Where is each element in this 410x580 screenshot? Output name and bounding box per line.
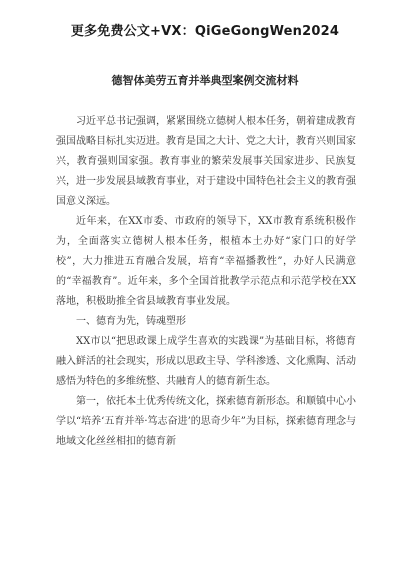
paragraph-section-intro: XX市以“把思政课上成学生喜欢的实践课”为基础目标，将德育融入鲜活的社会现实，形成以思政主导、学科渗透、文化熏陶、活动感悟为特色的多维统整、共融育人的德育新生态。: [56, 336, 356, 387]
paragraph-first-point: 第一，依托本土优秀传统文化，探索德育新形态。和顺镇中心小学以“培养‘五育并举·笃志奋进’的思奇少年”为目标，探索德育理念与地域文化丝丝相扣的德育新: [56, 396, 356, 447]
paragraph-background: 近年来，在XX市委、市政府的领导下，XX市教育系统积极作为，全面落实立德树人根本任务，根植本土办好“家门口的好学校”，大力推进五育融合发展，培育“幸福播教性”，办好人民满意的“幸福教育”。近年来，多个全国首批教学示范点和示范学校在XX落地，积极助推全省县域教育事业发展。: [56, 216, 356, 307]
document-body: [56, 112, 356, 452]
document-title: 德智体美劳五育并举典型案例交流材料: [111, 74, 299, 87]
section-heading: 一、德育为先，铸魂塑形: [76, 316, 186, 327]
header-banner: 更多免费公文+VX：QiGeGongWen2024: [70, 24, 340, 39]
paragraph-intro: 习近平总书记强调，紧紧围绕立德树人根本任务，朝着建成教育强国战略目标扎实迈进。教育是国之大计、党之大计，教育兴则国家兴，教育强则国家强。教育事业的繁荣发展事关国家进步、民族复兴，进一步发展县域教育事业，对于建设中国特色社会主义的教育强国意义深远。: [56, 116, 356, 207]
